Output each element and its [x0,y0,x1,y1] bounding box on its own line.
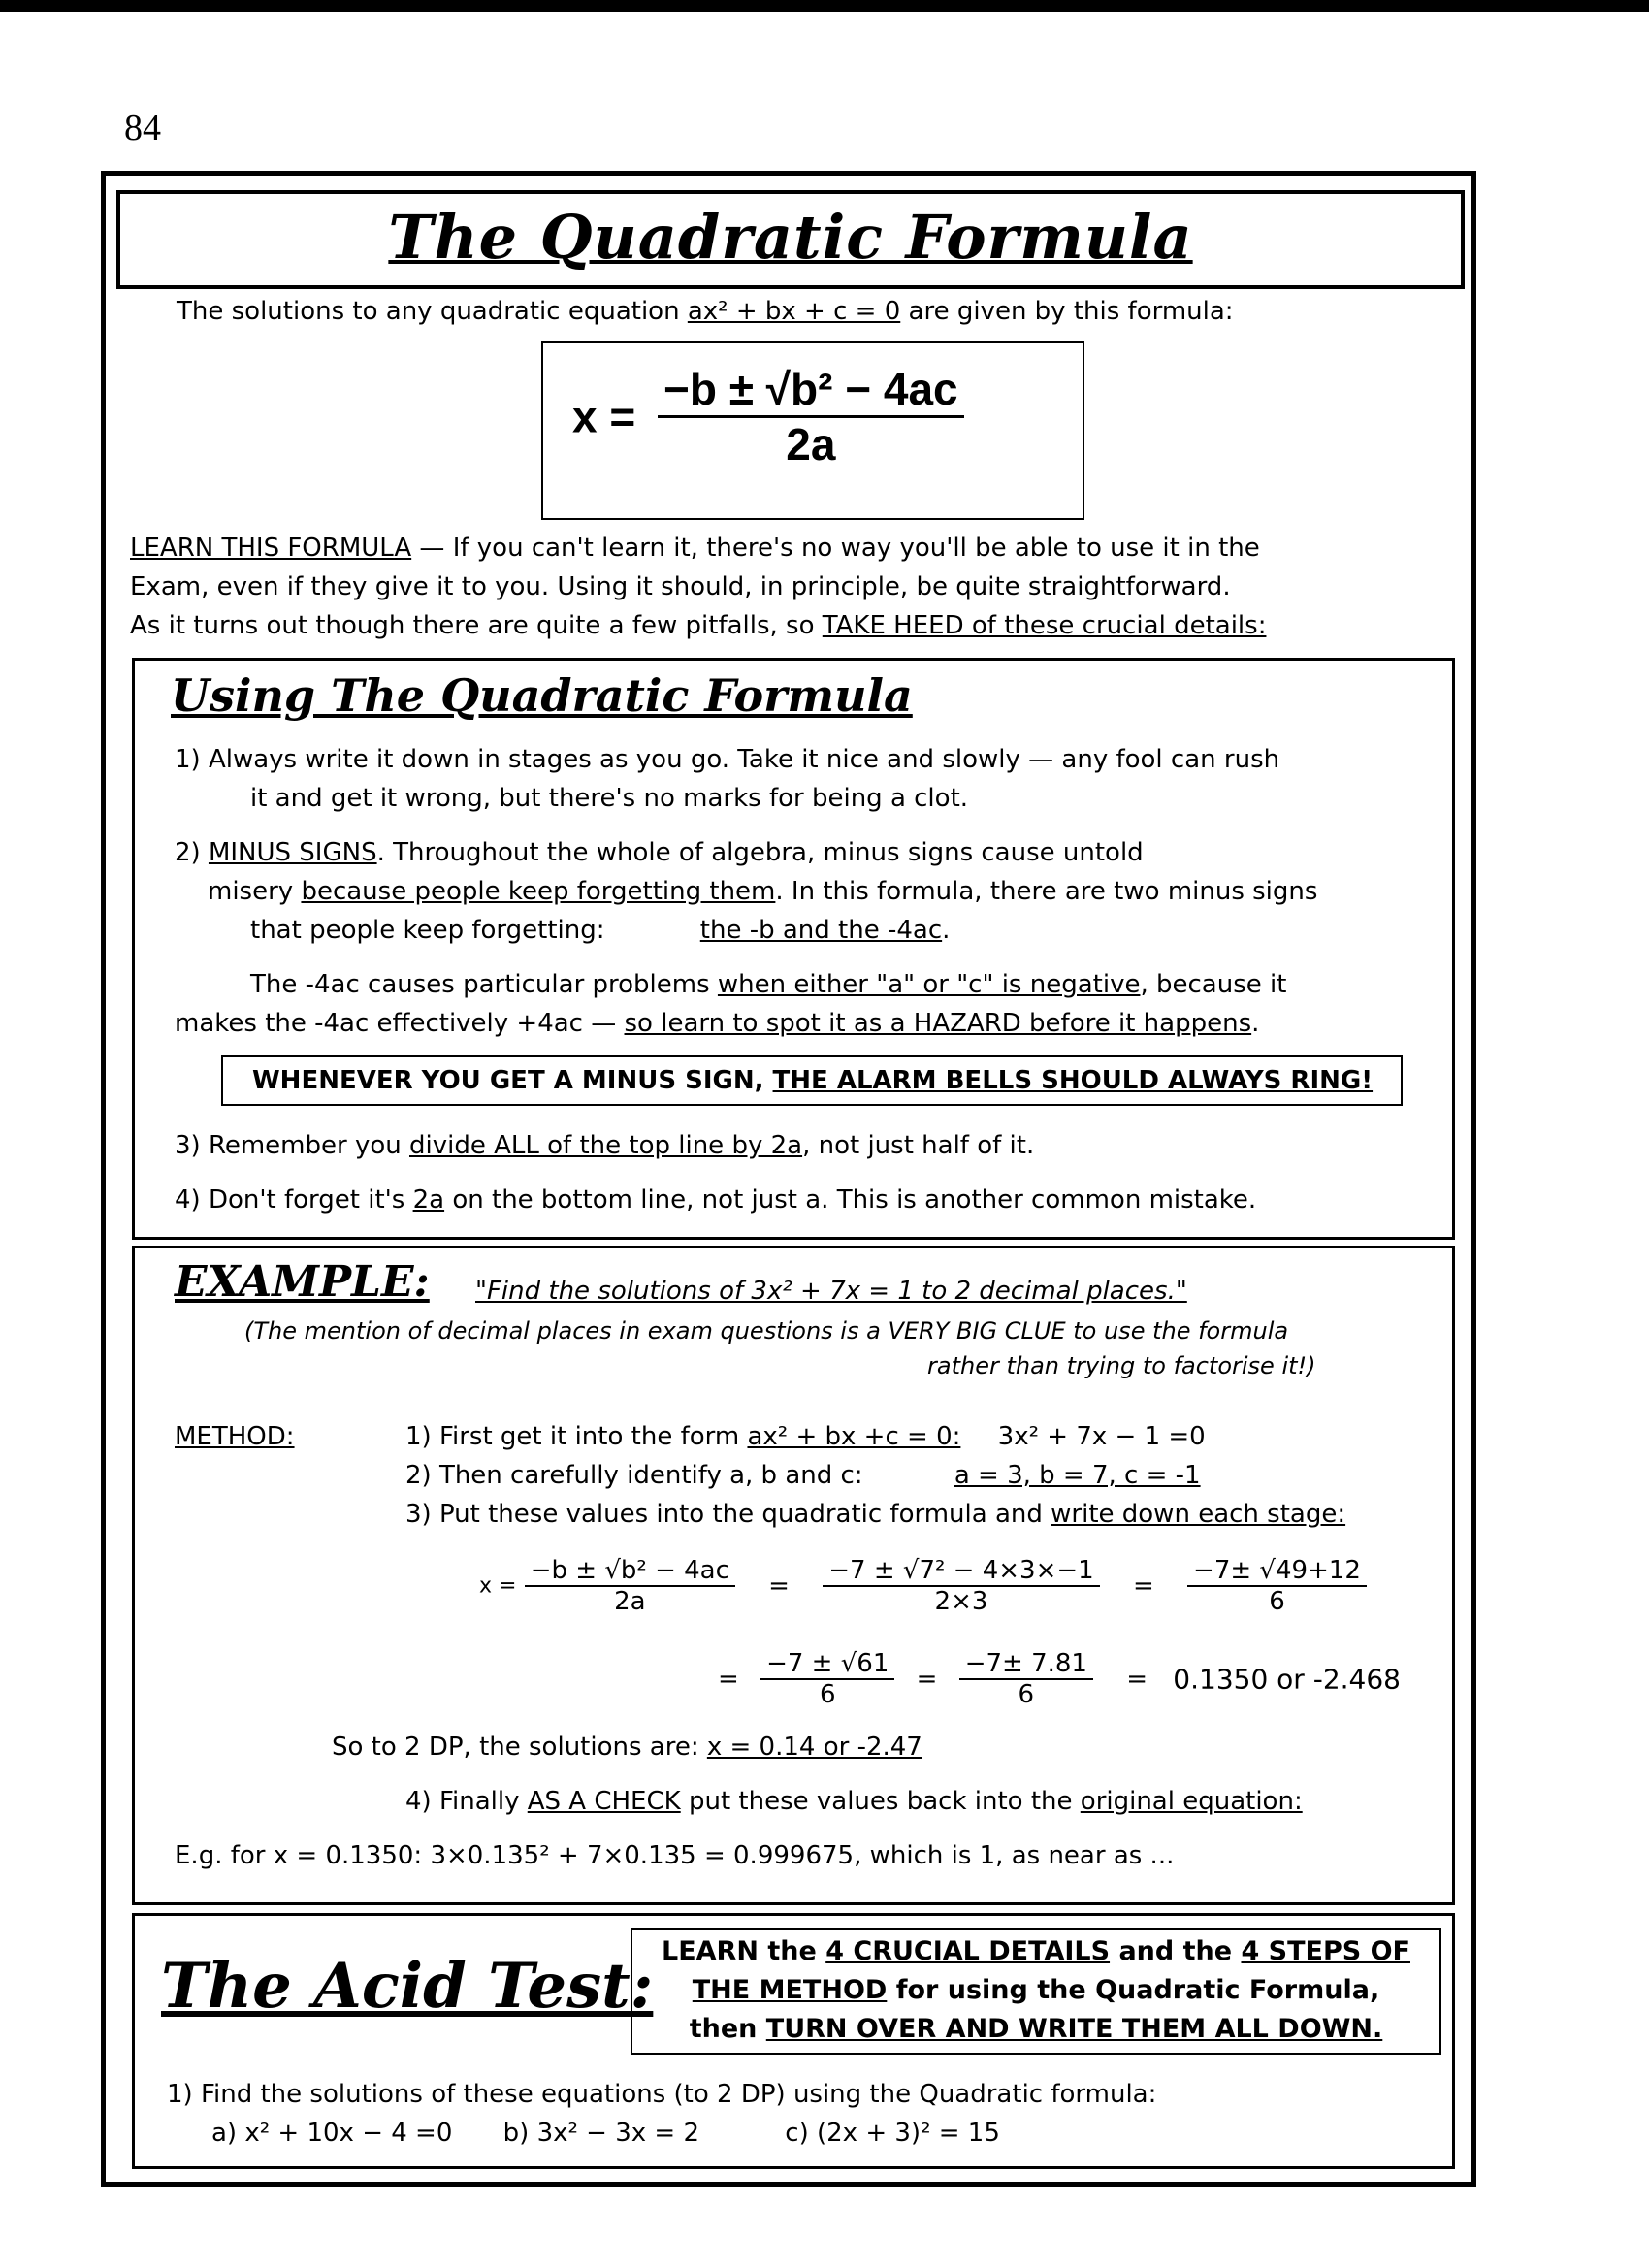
c3-fraction [1187,1556,1367,1616]
c4-fraction [760,1649,894,1709]
acid-test-heading: The Acid Test: [161,1950,654,2023]
method-label: METHOD: [175,1422,295,1451]
c2-den: 2×3 [934,1587,988,1616]
point-2-b [208,877,1317,906]
point-1-b: it and get it wrong, but there's no marks for being a clot. [250,784,969,813]
p3a-pre: The -4ac causes particular problems [250,970,710,999]
step2-pre: 2) Then carefully identify a, b and c: [405,1461,863,1490]
dp-line [332,1733,922,1762]
p2b-post: . In this formula, there are two minus signs [775,877,1318,906]
c3-num: −7± √49+12 [1187,1556,1367,1587]
formula-fraction [658,363,964,470]
step-2 [405,1461,1201,1490]
formula-numerator: −b ± √b² − 4ac [658,363,964,418]
step3-pre: 3) Put these values into the quadratic formula and [405,1500,1043,1529]
question-c: c) (2x + 3)² = 15 [785,2119,1000,2148]
alarm-pre: WHENEVER YOU GET A MINUS SIGN, [252,1066,764,1095]
learn-box-line-1 [632,1932,1439,1971]
page-number: 84 [124,108,161,148]
question-b: b) 3x² − 3x = 2 [502,2119,700,2148]
formula [572,363,964,470]
step-4 [405,1787,1303,1816]
step1-pre: 1) First get it into the form [405,1422,740,1451]
box-l1-u1: 4 CRUCIAL DETAILS [825,1936,1111,1966]
point-2-e [175,1009,1259,1038]
learn-box-line-2 [632,1971,1439,2010]
p5-pre: 4) Don't forget it's [175,1185,405,1215]
p2-minus: MINUS SIGNS [208,838,377,867]
point-2-d [250,970,1286,999]
learn-heed: TAKE HEED of these crucial details: [822,611,1267,640]
c1-lhs: x = [479,1573,517,1599]
question-a: a) x² + 10x − 4 =0 [211,2119,453,2148]
example-note-1: (The mention of decimal places in exam questions is a VERY BIG CLUE to use the formula [244,1317,1289,1345]
eq1: = [768,1571,790,1601]
point-2-a [175,838,1144,867]
c4-num: −7 ± √61 [760,1649,894,1680]
step3-underlined: write down each stage: [1051,1500,1346,1529]
check-line: E.g. for x = 0.1350: 3×0.135² + 7×0.135 = 0.999675, which is 1, as near as ... [175,1841,1175,1870]
dp-pre: So to 2 DP, the solutions are: [332,1733,699,1762]
p3b-post: . [1251,1009,1260,1038]
example-result: 0.1350 or -2.468 [1173,1663,1401,1696]
p3a-post: , because it [1140,970,1287,999]
box-l3-u: TURN OVER AND WRITE THEM ALL DOWN. [765,2014,1383,2044]
intro-line [177,297,1234,326]
step4-mid: put these values back into the [688,1787,1073,1816]
learn-text-3: As it turns out though there are quite a few pitfalls, so [130,611,815,640]
learn-line-2: Exam, even if they give it to you. Using it should, in principle, be quite straightforward. [130,572,1231,601]
using-heading: Using The Quadratic Formula [171,669,913,722]
point-2-c [250,916,950,945]
eq2: = [1132,1571,1154,1601]
p3b-pre: makes the -4ac effectively +4ac — [175,1009,617,1038]
p4-post: , not just half of it. [802,1131,1035,1160]
dp-answer: x = 0.14 or -2.47 [706,1733,922,1762]
acid-question-1: 1) Find the solutions of these equations (to 2 DP) using the Quadratic formula: [167,2080,1157,2109]
page-title: The Quadratic Formula [388,202,1193,273]
c2-num: −7 ± √7² − 4×3×−1 [823,1556,1099,1587]
learn-lead: LEARN THIS FORMULA [130,534,412,563]
learn-box [630,1928,1441,2055]
box-l1-a: LEARN the [662,1936,817,1966]
p2b-underlined: because people keep forgetting them [301,877,776,906]
box-l2-b: for using the Quadratic Formula, [895,1975,1380,2005]
c2-fraction [823,1556,1099,1616]
p4-pre: 3) Remember you [175,1131,402,1160]
p2c-underlined: the -b and the -4ac [699,916,943,945]
title-box [116,190,1465,289]
learn-line-1 [130,534,1260,563]
c4-den: 6 [819,1680,836,1709]
working-row-2 [718,1649,1401,1709]
c1-num: −b ± √b² − 4ac [525,1556,735,1587]
step-3 [405,1500,1345,1529]
learn-line-3 [130,611,1266,640]
formula-lhs: x = [572,391,636,442]
box-l3-a: then [689,2014,758,2044]
p2c-pre: that people keep forgetting: [250,916,605,945]
p5-post: on the bottom line, not just a. This is another common mistake. [452,1185,1257,1215]
box-l2-u: THE METHOD [692,1975,888,2005]
intro-after: are given by this formula: [908,297,1234,326]
learn-box-line-3 [632,2010,1439,2049]
c1-den: 2a [614,1587,646,1616]
c5-num: −7± 7.81 [959,1649,1093,1680]
c5-den: 6 [1018,1680,1035,1709]
c3-den: 6 [1269,1587,1285,1616]
box-l1-b: and the [1118,1936,1233,1966]
formula-denominator: 2a [786,419,836,470]
example-heading: EXAMPLE: [175,1257,430,1307]
acid-question-parts [211,2119,1000,2148]
p2b-pre: misery [208,877,294,906]
point-4 [175,1185,1256,1215]
p2-num: 2) [175,838,201,867]
learn-text-1: — If you can't learn it, there's no way you'll be able to use it in the [411,534,1260,563]
step1-result: 3x² + 7x − 1 =0 [997,1422,1206,1451]
p3a-underlined: when either "a" or "c" is negative [717,970,1141,999]
scan-top-edge [0,0,1649,12]
step2-underlined: a = 3, b = 7, c = -1 [954,1461,1201,1490]
p4-underlined: divide ALL of the top line by 2a [409,1131,803,1160]
eq4: = [916,1665,938,1694]
alarm-box [221,1055,1403,1106]
p2-text: . Throughout the whole of algebra, minus signs cause untold [376,838,1144,867]
box-l1-u2: 4 STEPS OF [1241,1936,1410,1966]
example-question: "Find the solutions of 3x² + 7x = 1 to 2 decimal places." [475,1277,1187,1306]
alarm-underlined: THE ALARM BELLS SHOULD ALWAYS RING! [772,1066,1374,1095]
formula-box [541,341,1084,520]
working-row-1 [479,1556,1367,1616]
step-1 [405,1422,1206,1451]
step4-pre: 4) Finally [405,1787,520,1816]
example-note-2: rather than trying to factorise it!) [927,1352,1316,1379]
eq5: = [1126,1665,1148,1694]
step4-underlined-1: AS A CHECK [527,1787,681,1816]
c1-fraction [525,1556,735,1616]
p3b-underlined: so learn to spot it as a HAZARD before it happens [624,1009,1252,1038]
intro-equation: ax² + bx + c = 0 [687,297,901,326]
eq3: = [718,1665,739,1694]
c5-fraction [959,1649,1093,1709]
p5-underlined: 2a [412,1185,445,1215]
step1-underlined: ax² + bx +c = 0: [747,1422,961,1451]
p2c-post: . [942,916,951,945]
step4-underlined-2: original equation: [1080,1787,1303,1816]
point-1-a: 1) Always write it down in stages as you go. Take it nice and slowly — any fool can rush [175,745,1280,774]
intro-before: The solutions to any quadratic equation [177,297,680,326]
point-3 [175,1131,1034,1160]
